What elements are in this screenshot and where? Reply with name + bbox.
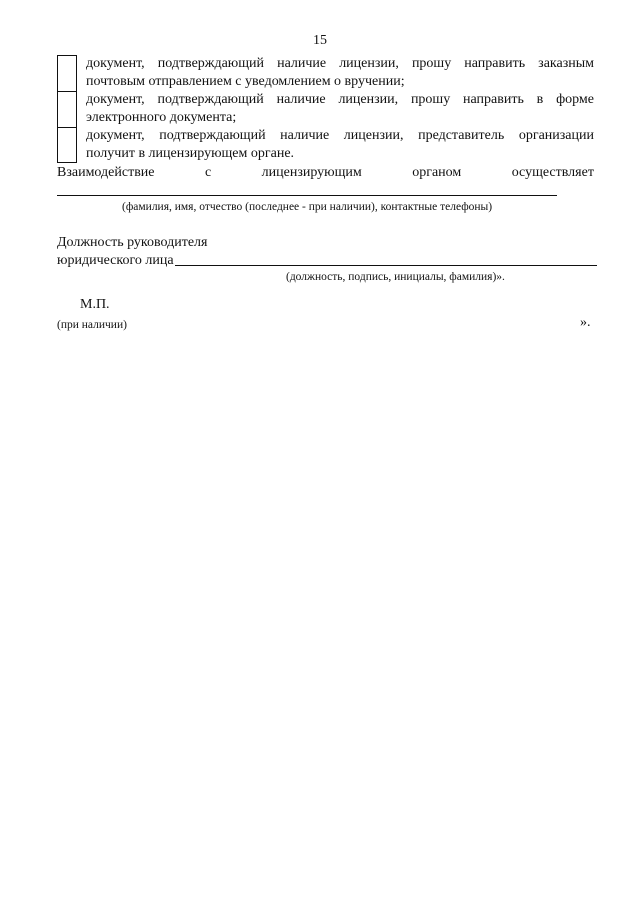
option-row-electronic xyxy=(57,91,594,127)
option-checkbox-in-person[interactable] xyxy=(57,127,77,163)
option-checkbox-mail[interactable] xyxy=(57,55,77,91)
interaction-word: лицензирующим xyxy=(261,165,362,180)
interaction-sentence xyxy=(57,164,594,182)
contact-person-fill-line[interactable] xyxy=(57,195,557,196)
option-text-in-person: документ, подтверждающий наличие лицензии, представитель организации получит в лицензирующем органе. xyxy=(86,128,594,161)
option-text-electronic: документ, подтверждающий наличие лицензии, прошу направить в форме электронного документа; xyxy=(86,92,594,125)
interaction-word: Взаимодействие xyxy=(57,165,155,180)
head-line-label: юридического лица xyxy=(57,253,174,268)
delivery-options-list xyxy=(57,55,594,163)
contact-person-caption: (фамилия, имя, отчество (последнее - при наличии), контактные телефоны) xyxy=(122,201,493,213)
option-row-mail xyxy=(57,55,594,91)
interaction-word: с xyxy=(204,165,212,180)
interaction-word: осуществляет xyxy=(511,165,594,180)
head-signature-caption: (должность, подпись, инициалы, фамилия)». xyxy=(286,271,505,283)
page-number: 15 xyxy=(313,33,327,48)
closing-quote: ». xyxy=(580,315,591,330)
option-text-mail: документ, подтверждающий наличие лицензии, прошу направить заказным почтовым отправлением с уведомлением о вручении; xyxy=(86,56,594,89)
stamp-label: М.П. xyxy=(80,297,110,312)
stamp-note: (при наличии) xyxy=(57,319,127,331)
interaction-word: органом xyxy=(412,165,462,180)
head-signature-line xyxy=(57,252,597,270)
head-position-title: Должность руководителя xyxy=(57,235,208,250)
head-signature-fill-line[interactable] xyxy=(175,265,597,266)
option-row-in-person xyxy=(57,127,594,163)
option-checkbox-electronic[interactable] xyxy=(57,91,77,127)
